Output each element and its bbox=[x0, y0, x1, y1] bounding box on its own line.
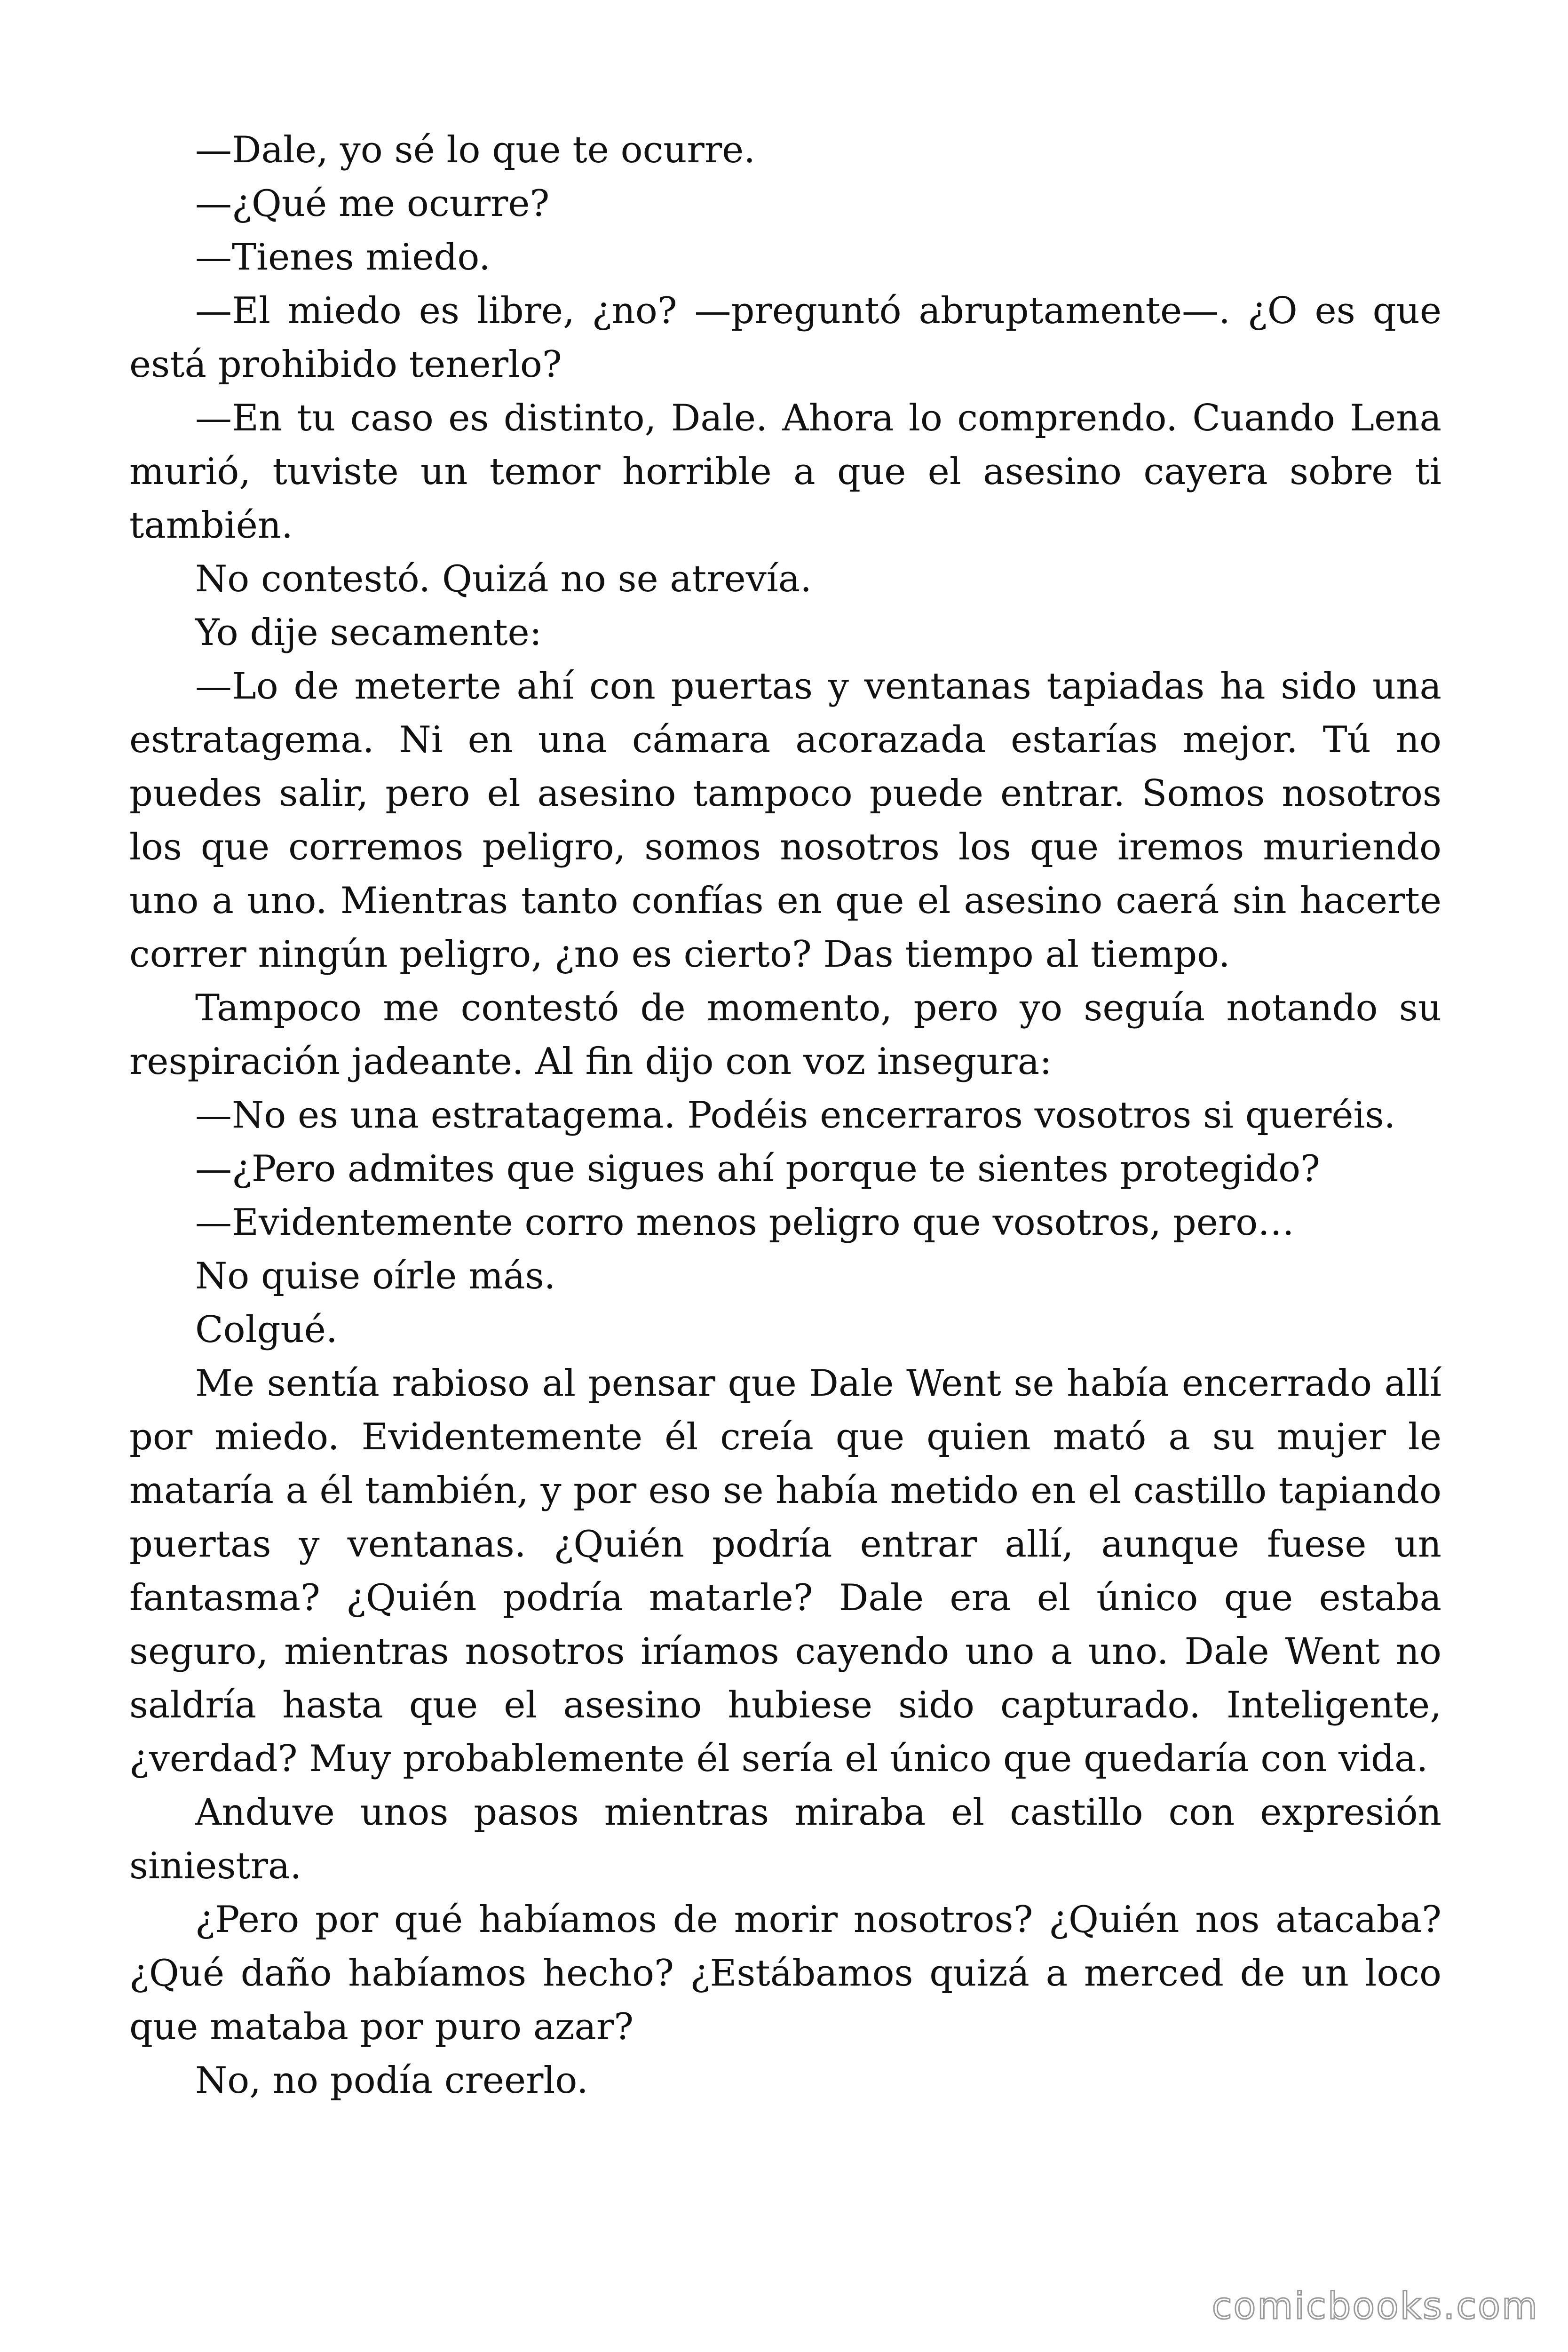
paragraph: —Evidentemente corro menos peligro que vosotros, pero… bbox=[195, 1201, 1295, 1244]
paragraph: —Lo de meterte ahí con puertas y ventanas tapiadas ha sido una estratagema. Ni en una cámara acorazada estarías mejor. Tú no puedes salir, pero el asesino tampoco puede entrar. Somos nosotros los que corremos peligro, somos nosotros los que iremos muriendo uno a uno. Mientras tanto confías en que el asesino caerá sin hacerte correr ningún peligro, ¿no es cierto? Das tiempo al tiempo. bbox=[129, 665, 1441, 976]
paragraph: —No es una estratagema. Podéis encerraros vosotros si queréis. bbox=[195, 1094, 1396, 1136]
paragraph: —Tienes miedo. bbox=[195, 236, 491, 278]
paragraph: —En tu caso es distinto, Dale. Ahora lo comprendo. Cuando Lena murió, tuviste un temor horrible a que el asesino cayera sobre ti también. bbox=[129, 397, 1441, 547]
paragraph: No, no podía creerlo. bbox=[195, 2059, 588, 2102]
site-watermark: comicbooks.com bbox=[1212, 2285, 1539, 2328]
paragraph: —El miedo es libre, ¿no? —preguntó abruptamente—. ¿O es que está prohibido tenerlo? bbox=[129, 290, 1441, 386]
paragraph: Yo dije secamente: bbox=[195, 612, 542, 654]
paragraph: —¿Qué me ocurre? bbox=[195, 183, 550, 225]
page-text bbox=[129, 123, 1441, 2107]
paragraph: Colgué. bbox=[195, 1309, 338, 1351]
paragraph: —Dale, yo sé lo que te ocurre. bbox=[195, 129, 756, 171]
paragraph: —¿Pero admites que sigues ahí porque te sientes protegido? bbox=[195, 1148, 1320, 1190]
paragraph: Me sentía rabioso al pensar que Dale Went se había encerrado allí por miedo. Evidentemente él creía que quien mató a su mujer le mataría a él también, y por eso se había metido en el castillo tapiando puertas y ventanas. ¿Quién podría entrar allí, aunque fuese un fantasma? ¿Quién podría matarle? Dale era el único que estaba seguro, mientras nosotros iríamos cayendo uno a uno. Dale Went no saldría hasta que el asesino hubiese sido capturado. Inteligente, ¿verdad? Muy probablemente él sería el único que quedaría con vida. bbox=[129, 1362, 1441, 1780]
paragraph: No quise oírle más. bbox=[195, 1255, 556, 1297]
paragraph: Anduve unos pasos mientras miraba el castillo con expresión siniestra. bbox=[129, 1791, 1441, 1887]
paragraph: ¿Pero por qué habíamos de morir nosotros? ¿Quién nos atacaba? ¿Qué daño habíamos hecho? ¿Estábamos quizá a merced de un loco que mataba por puro azar? bbox=[129, 1899, 1441, 2048]
paragraph: No contestó. Quizá no se atrevía. bbox=[195, 558, 812, 600]
paragraph: Tampoco me contestó de momento, pero yo seguía notando su respiración jadeante. Al fin dijo con voz insegura: bbox=[129, 987, 1441, 1083]
